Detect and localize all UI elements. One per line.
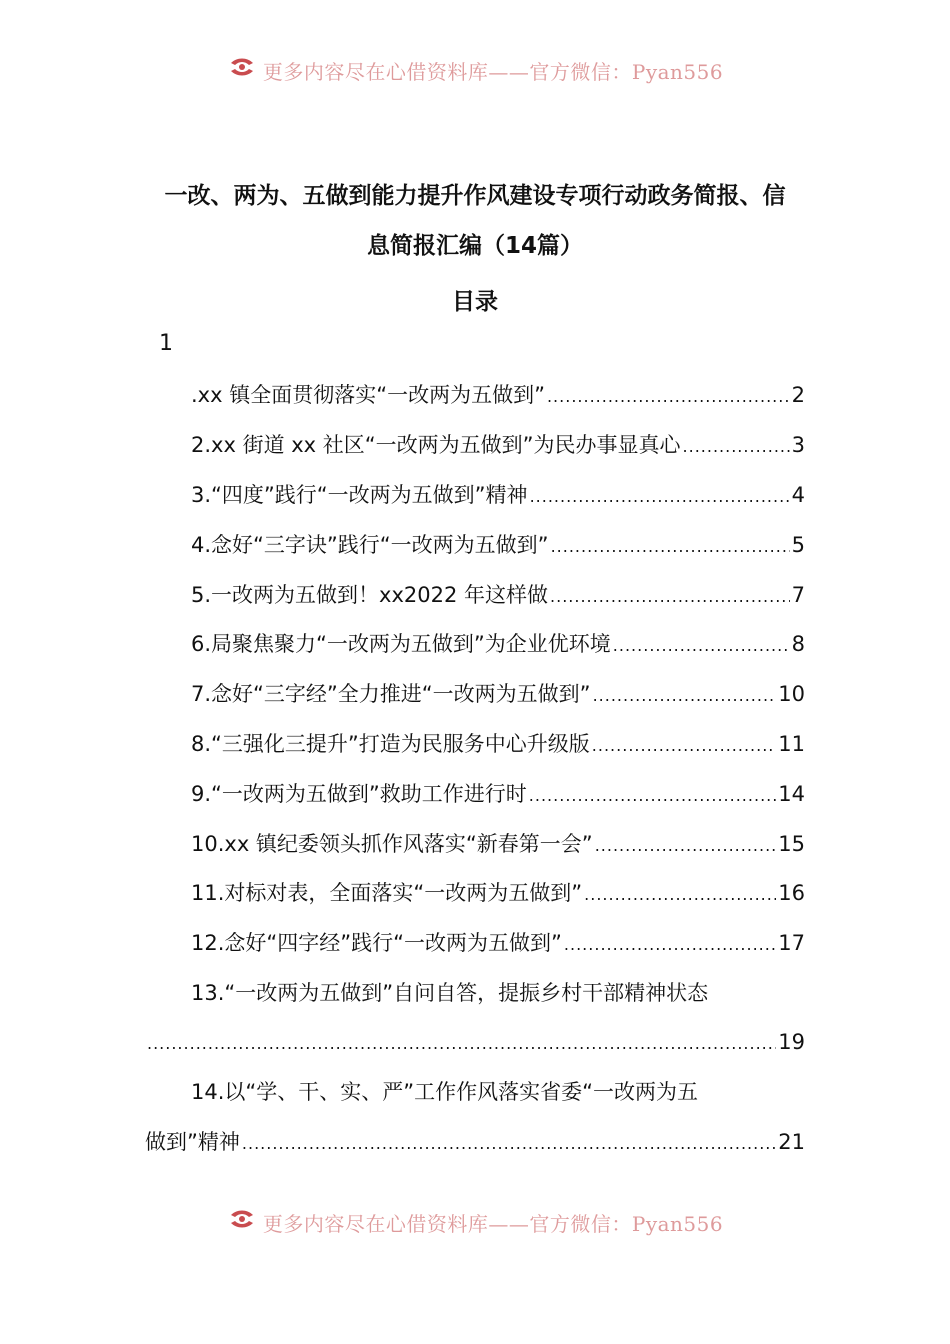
toc-entry-page: 7	[791, 583, 805, 607]
watermark-text: 更多内容尽在心借资料库——官方微信：Pyan556	[262, 1211, 724, 1236]
toc-leader-dots	[613, 632, 790, 660]
toc-entry-title: 6.局聚焦聚力“一改两为五做到”为企业优环境	[191, 632, 611, 656]
toc-entry-page: 16	[778, 881, 805, 905]
toc-entry-page: 15	[778, 832, 805, 856]
toc-entry[interactable]	[191, 481, 805, 509]
toc-entry-page: 21	[778, 1130, 805, 1154]
toc-entry[interactable]	[191, 531, 805, 559]
toc-leader-dots	[550, 583, 790, 611]
toc-entry-page: 10	[778, 682, 805, 706]
document-title-line-2: 息简报汇编（14篇）	[366, 233, 583, 259]
toc-entry-title: 12.念好“四字经”践行“一改两为五做到”	[191, 931, 562, 955]
toc-entry-page: 17	[778, 931, 805, 955]
toc-entry-title: 3.“四度”践行“一改两为五做到”精神	[191, 483, 528, 507]
toc-leader-dots	[242, 1130, 776, 1158]
toc-entry-wrapped-title[interactable]: 13.“一改两为五做到”自问自答，提振乡村干部精神状态	[191, 981, 709, 1005]
toc-entry[interactable]	[191, 431, 805, 459]
toc-entry-title: 9.“一改两为五做到”救助工作进行时	[191, 782, 527, 806]
toc-leader-dots	[547, 383, 790, 411]
watermark-top	[0, 54, 950, 86]
toc-entry-title: .xx 镇全面贯彻落实“一改两为五做到”	[191, 383, 545, 407]
toc-leader-dots	[592, 732, 776, 760]
toc-entry[interactable]	[191, 879, 805, 907]
toc-entry[interactable]	[191, 780, 805, 808]
toc-entry-page: 14	[778, 782, 805, 806]
toc-entry-continuation[interactable]	[145, 1128, 805, 1156]
toc-entry-continuation[interactable]	[145, 1028, 805, 1056]
toc-entry[interactable]	[191, 830, 805, 858]
toc-entry[interactable]	[191, 581, 805, 609]
toc-leader-dots	[530, 483, 790, 511]
toc-entry-page: 4	[791, 483, 805, 507]
toc-leader-dots	[683, 433, 790, 461]
toc-leader-dots	[584, 881, 776, 909]
toc-entry-page: 2	[791, 383, 805, 407]
toc-entry-title: 做到”精神	[145, 1130, 240, 1154]
toc-entry-page: 3	[791, 433, 805, 457]
toc-heading: 目录	[452, 289, 498, 315]
toc-entry-title: 5.一改两为五做到！xx2022 年这样做	[191, 583, 549, 607]
toc-entry[interactable]	[191, 680, 805, 708]
toc-entry-page: 8	[791, 632, 805, 656]
toc-entry-page: 5	[791, 533, 805, 557]
toc-leader-dots	[595, 832, 777, 860]
toc-entry-title: 7.念好“三字经”全力推进“一改两为五做到”	[191, 682, 591, 706]
toc-entry-title: 11.对标对表，全面落实“一改两为五做到”	[191, 881, 583, 905]
watermark-text: 更多内容尽在心借资料库——官方微信：Pyan556	[262, 59, 724, 84]
brand-logo-icon	[227, 55, 257, 86]
toc-leader-dots	[564, 931, 776, 959]
toc-leader-dots	[147, 1030, 776, 1058]
toc-entry-wrapped-title[interactable]: 14.以“学、干、实、严”工作作风落实省委“一改两为五	[191, 1080, 699, 1104]
toc-entry[interactable]	[191, 929, 805, 957]
toc-entry[interactable]	[191, 630, 805, 658]
toc-leader-dots	[593, 682, 777, 710]
toc-entry-page: 19	[778, 1030, 805, 1054]
toc-leader-dots	[529, 782, 776, 810]
section-numeral: 1	[159, 331, 173, 356]
toc-entry-title: 2.xx 街道 xx 社区“一改两为五做到”为民办事显真心	[191, 433, 681, 457]
brand-logo-icon	[227, 1207, 257, 1238]
document-title-line-1: 一改、两为、五做到能力提升作风建设专项行动政务简报、信	[164, 183, 786, 209]
toc-entry-page: 11	[778, 732, 805, 756]
toc-entry-title: 8.“三强化三提升”打造为民服务中心升级版	[191, 732, 590, 756]
toc-entry[interactable]	[191, 730, 805, 758]
toc-entry-title: 10.xx 镇纪委领头抓作风落实“新春第一会”	[191, 832, 593, 856]
toc-entry-title: 4.念好“三字诀”践行“一改两为五做到”	[191, 533, 549, 557]
toc-leader-dots	[551, 533, 790, 561]
toc-entry[interactable]	[191, 381, 805, 409]
watermark-bottom	[0, 1206, 950, 1238]
